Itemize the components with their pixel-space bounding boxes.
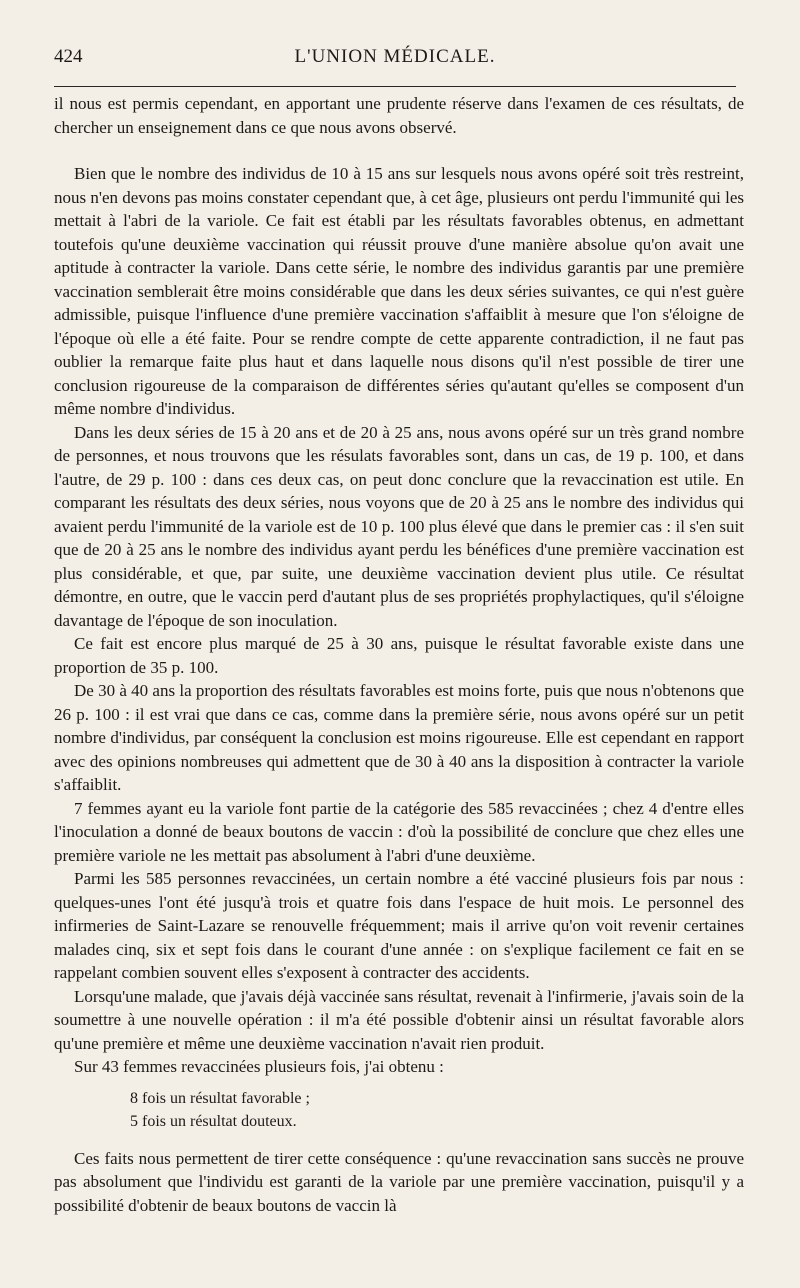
paragraph: Ce fait est encore plus marqué de 25 à 30 ans, puisque le résultat favorable existe dans une proportion de 35 p. 100.	[54, 634, 744, 677]
page-header	[54, 40, 736, 76]
header-rule	[54, 86, 736, 87]
page-number: 424	[54, 46, 83, 67]
list-item: 5 fois un résultat douteux.	[130, 1112, 297, 1130]
running-title: L'UNION MÉDICALE.	[294, 46, 496, 67]
paragraph: Sur 43 femmes revaccinées plusieurs fois, j'ai obtenu :	[74, 1057, 444, 1076]
paragraph: Lorsqu'une malade, que j'avais déjà vaccinée sans résultat, revenait à l'infirmerie, j'avais soin de la soumettre à une nouvelle opération : il m'a été possible d'obtenir ainsi un résultat favorable alors qu'une première et même une deuxième vaccination n'avait rien produit.	[54, 986, 744, 1053]
paragraph: Bien que le nombre des individus de 10 à 15 ans sur lesquels nous avons opéré soit très restreint, nous n'en devons pas moins constater cependant que, à cet âge, plusieurs ont perdu l'immunité qui les mettait à l'abri de la variole. Ce fait est établi par les résultats favorables obtenus, en admettant toutefois qu'une deuxième vaccination qui réussit prouve d'une manière absolue qu'on avait une aptitude à contracter la variole. Dans cette série, le nombre des individus garantis par une première vaccination semblerait être moins considérable que dans les deux séries suivantes, ce qui n'est guère admissible, puisque l'influence d'une première vaccination s'affaiblit à mesure que l'on s'éloigne de l'époque où elle a été faite. Pour se rendre compte de cette apparente contradiction, il ne faut pas oublier la remarque faite plus haut et dans laquelle nous disons qu'il n'est possible de tirer une conclusion rigoureuse de la comparaison de différentes séries qu'autant qu'elles se composent d'un même nombre d'individus.	[54, 164, 744, 418]
paragraph: il nous est permis cependant, en apportant une prudente réserve dans l'examen de ces résultats, de chercher un enseignement dans ce que nous avons observé.	[54, 94, 744, 137]
paragraph: De 30 à 40 ans la proportion des résultats favorables est moins forte, puis que nous n'obtenons que 26 p. 100 : il est vrai que dans ce cas, comme dans la première série, nous avons opéré sur un petit nombre d'individus, par conséquent la conclusion est moins rigoureuse. Elle est cependant en rapport avec des opinions nombreuses qui admettent que de 30 à 40 ans la disposition à contracter la variole s'affaiblit.	[54, 681, 744, 794]
result-list	[130, 1087, 744, 1133]
closing-paragraph: Ces faits nous permettent de tirer cette conséquence : qu'une revaccination sans succès ne prouve pas absolument que l'individu est garanti de la variole par une première vaccination, puisqu'il y a possibilité d'obtenir de beaux boutons de vaccin là	[54, 1148, 744, 1215]
paragraph: Dans les deux séries de 15 à 20 ans et de 20 à 25 ans, nous avons opéré sur un très grand nombre de personnes, et nous trouvons que les résulats favorables sont, dans un cas, de 19 p. 100, et dans l'autre, de 29 p. 100 : dans ces deux cas, on peut donc conclure que la revaccination est utile. En comparant les résultats des deux séries, nous voyons que de 20 à 25 ans le nombre des individus qui avaient perdu l'immunité de la variole est de 10 p. 100 plus élevé que dans le premier cas : il s'en suit que de 20 à 25 ans le nombre des individus ayant perdu les bénéfices d'une première vaccination est plus considérable, et que, par suite, une deuxième vaccination devient plus utile. Ce résultat démontre, en outre, que le vaccin perd d'autant plus de ses propriétés prophylactiques, qu'il s'éloigne davantage de l'époque de son inoculation.	[54, 422, 744, 630]
paragraph: Parmi les 585 personnes revaccinées, un certain nombre a été vacciné plusieurs fois par nous : quelques-unes l'ont été jusqu'à trois et quatre fois dans l'espace de huit mois. Le personnel des infirmeries de Saint-Lazare se renouvelle fréquemment; mais il arrive qu'on voit revenir certaines malades cinq, six et sept fois dans le courant d'une année : on s'explique facilement ce fait en se rappelant combien souvent elles s'exposent à contracter des accidents.	[54, 869, 744, 982]
body-text	[54, 92, 744, 1217]
paragraph: 7 femmes ayant eu la variole font partie de la catégorie des 585 revaccinées ; chez 4 d'entre elles l'inoculation a donné de beaux boutons de vaccin : d'où la possibilité de conclure que chez elles une première variole ne les mettait pas absolument à l'abri d'une deuxième.	[54, 798, 744, 865]
list-item: 8 fois un résultat favorable ;	[130, 1089, 310, 1107]
